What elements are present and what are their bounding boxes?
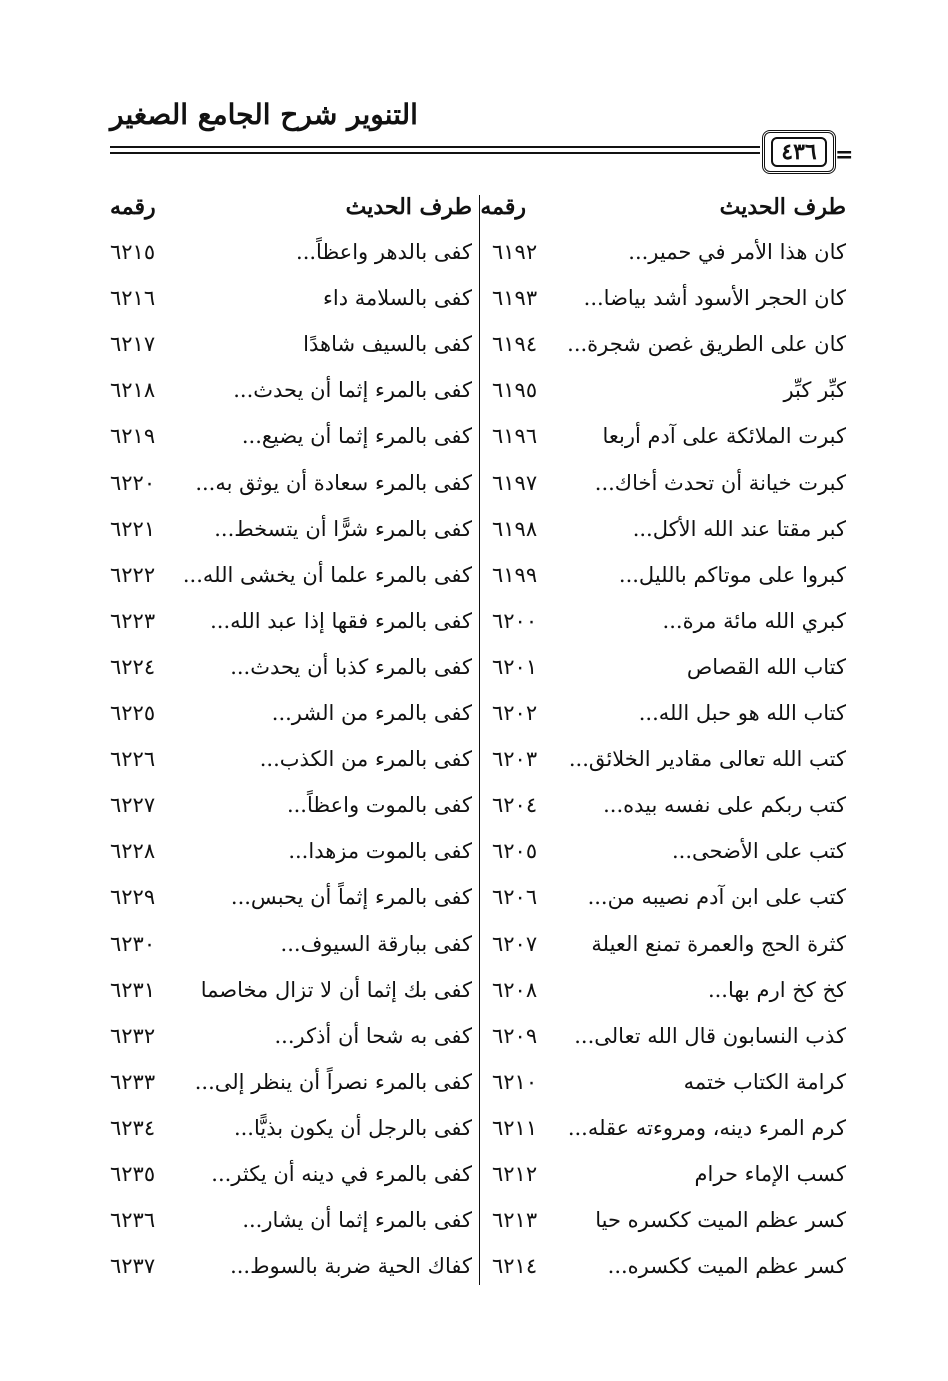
header-rule: [110, 152, 760, 154]
left-hadith-number: ٦٢٢٨: [110, 839, 156, 864]
right-hadith-number: ٦٢٠٢: [492, 701, 538, 725]
right-hadith-number: ٦٢١٠: [492, 1069, 538, 1094]
left-hadith-entry: كفى بك إثما أن لا تزال مخاصما: [200, 977, 472, 1002]
right-hadith-entry: كسر عظم الميت ككسره...: [607, 1254, 846, 1279]
right-hadith-number: ٦٢٠٤: [492, 793, 538, 818]
left-hadith-number: ٦٢٣٤: [110, 1115, 156, 1140]
right-hadith-entry: كثرة الحج والعمرة تمنع العيلة: [591, 931, 846, 956]
right-hadith-entry: كخ كخ ارم بها...: [707, 977, 846, 1002]
left-hadith-entry: كفى بالمرء إثما أن يضيع...: [241, 424, 472, 449]
right-hadith-entry: كتب الله تعالى مقادير الخلائق...: [568, 747, 846, 772]
left-hadith-entry: كفى بالرجل أن يكون بذيًّا...: [233, 1115, 472, 1140]
left-hadith-entry: كفى بالسيف شاهدًا: [303, 332, 472, 357]
page-title: التنوير شرح الجامع الصغير: [110, 98, 418, 131]
dash-mark: =: [835, 142, 854, 168]
right-hadith-number: ٦٢١٣: [492, 1208, 538, 1233]
left-hadith-entry: كفى بالمرء إثما أن يحدث...: [233, 378, 472, 403]
left-hadith-entry: كفى بالمرء شرًّا أن يتسخط...: [214, 516, 472, 541]
right-hadith-entry: كبرت الملائكة على آدم أربعا: [602, 424, 846, 449]
right-hadith-entry: كذب النسابون قال الله تعالى...: [574, 1023, 846, 1048]
left-hadith-entry: كفى بالمرء فقها إذا عبد الله...: [210, 608, 472, 633]
right-hadith-number: ٦٢١٤: [492, 1254, 538, 1279]
right-hadith-number: ٦٢١٢: [492, 1162, 538, 1186]
right-hadith-entry: كتاب الله هو حبل الله...: [638, 701, 846, 725]
right-hadith-entry: كرامة الكتاب ختمه: [683, 1069, 846, 1094]
left-hadith-entry: كفى بالمرء علما أن يخشى الله...: [182, 562, 472, 587]
right-hadith-entry: كبري الله مائة مرة...: [662, 608, 846, 633]
right-hadith-number: ٦١٩٣: [492, 286, 538, 311]
right-hadith-entry: كان هذا الأمر في حمير...: [628, 240, 846, 264]
right-hadith-entry: كبِّر كبِّر: [783, 378, 846, 403]
left-hadith-entry: كفى بالمرء إثماً أن يحبس...: [230, 885, 472, 910]
right-hadith-number: ٦١٩٩: [492, 562, 538, 587]
left-hadith-entry: كفى بالمرء كذبا أن يحدث...: [230, 654, 472, 679]
right-hadith-number: ٦١٩٦: [492, 424, 538, 449]
left-hadith-entry: كفى بالدهر واعظاً...: [296, 240, 472, 264]
left-hadith-number: ٦٢٢٤: [110, 654, 156, 679]
left-hadith-number: ٦٢٢٦: [110, 747, 156, 772]
left-hadith-entry: كفى بالمرء سعادة أن يوثق به...: [195, 470, 472, 495]
right-hadith-entry: كبرت خيانة أن تحدث أخاك...: [594, 470, 846, 495]
right-hadith-number: ٦٢٠٦: [492, 885, 538, 910]
left-hadith-number: ٦٢٣٣: [110, 1069, 156, 1094]
left-hadith-number: ٦٢٣٥: [110, 1162, 156, 1186]
left-hadith-entry: كفى ببارقة السيوف...: [280, 931, 472, 956]
left-hadith-number: ٦٢١٧: [110, 332, 156, 357]
right-hadith-entry: كرم المرء دينه، ومروءته عقله...: [567, 1115, 846, 1140]
left-hadith-number: ٦٢٣٢: [110, 1023, 156, 1048]
right-hadith-number: ٦٢٠٩: [492, 1023, 538, 1048]
right-hadith-number: ٦٢٠٣: [492, 747, 538, 772]
left-hadith-heading: طرف الحديث: [345, 194, 472, 220]
column-divider: [479, 195, 480, 1285]
left-hadith-entry: كفى بالمرء من الشر...: [271, 701, 472, 725]
left-hadith-entry: كفى بالمرء نصراً أن ينظر إلى...: [194, 1069, 472, 1094]
left-hadith-number: ٦٢٣١: [110, 977, 156, 1002]
right-hadith-number: ٦١٩٨: [492, 516, 538, 541]
right-hadith-number: ٦٢٠٨: [492, 977, 538, 1002]
left-hadith-number: ٦٢٢٥: [110, 701, 156, 725]
left-hadith-number: ٦٢٢٩: [110, 885, 156, 910]
left-hadith-entry: كفى بالموت مزهدا...: [288, 839, 472, 864]
right-hadith-entry: كان على الطريق غصن شجرة...: [567, 332, 846, 357]
left-number-heading: رقمه: [110, 194, 156, 220]
left-hadith-number: ٦٢١٨: [110, 378, 156, 403]
left-hadith-number: ٦٢٢٠: [110, 470, 156, 495]
right-hadith-number: ٦٢٠٥: [492, 839, 538, 864]
left-hadith-entry: كفى بالموت واعظاً...: [286, 793, 472, 818]
right-hadith-number: ٦١٩٥: [492, 378, 538, 403]
left-hadith-number: ٦٢٣٦: [110, 1208, 156, 1233]
right-hadith-entry: كتاب الله القصاص: [686, 654, 846, 679]
right-hadith-number: ٦١٩٤: [492, 332, 538, 357]
left-hadith-number: ٦٢٢٢: [110, 562, 156, 587]
right-hadith-number: ٦٢١١: [492, 1115, 538, 1140]
page-number-box: [762, 130, 836, 174]
left-hadith-number: ٦٢٢٣: [110, 608, 156, 633]
right-hadith-entry: كسر عظم الميت ككسره حيا: [595, 1208, 846, 1233]
right-hadith-number: ٦١٩٧: [492, 470, 538, 495]
right-hadith-entry: كبر مقتا عند الله الأكل...: [632, 516, 846, 541]
right-hadith-number: ٦٢٠٧: [492, 931, 538, 956]
left-hadith-number: ٦٢١٥: [110, 240, 156, 264]
left-hadith-entry: كفاك الحية ضربة بالسوط...: [230, 1254, 472, 1279]
header-rule: [110, 146, 760, 148]
right-hadith-entry: كتب على الأضحى...: [671, 839, 846, 864]
left-hadith-entry: كفى بالمرء في دينه أن يكثر...: [211, 1162, 472, 1186]
right-hadith-entry: كان الحجر الأسود أشد بياضا...: [583, 286, 846, 311]
left-hadith-number: ٦٢٣٠: [110, 931, 156, 956]
left-hadith-number: ٦٢٣٧: [110, 1254, 156, 1279]
left-hadith-number: ٦٢٢٧: [110, 793, 156, 818]
left-hadith-entry: كفى بالمرء من الكذب...: [259, 747, 472, 772]
left-hadith-entry: كفى به شحا أن أذكر...: [274, 1023, 472, 1048]
left-hadith-entry: كفى بالسلامة داء: [323, 286, 472, 311]
right-hadith-number: ٦١٩٢: [492, 240, 538, 264]
left-hadith-number: ٦٢٢١: [110, 516, 156, 541]
right-number-heading: رقمه: [480, 194, 526, 220]
left-hadith-number: ٦٢١٦: [110, 286, 156, 311]
right-hadith-entry: كتب ربكم على نفسه بيده...: [603, 793, 846, 818]
right-hadith-number: ٦٢٠١: [492, 654, 538, 679]
left-hadith-entry: كفى بالمرء إثما أن يشار...: [242, 1208, 472, 1233]
right-hadith-number: ٦٢٠٠: [492, 608, 538, 633]
right-hadith-heading: طرف الحديث: [719, 194, 846, 220]
left-hadith-number: ٦٢١٩: [110, 424, 156, 449]
right-hadith-entry: كتب على ابن آدم نصيبه من...: [587, 885, 846, 910]
right-hadith-entry: كبروا على موتاكم بالليل...: [618, 562, 846, 587]
right-hadith-entry: كسب الإماء حرام: [694, 1162, 846, 1186]
page-number: ٤٣٦: [771, 137, 826, 167]
